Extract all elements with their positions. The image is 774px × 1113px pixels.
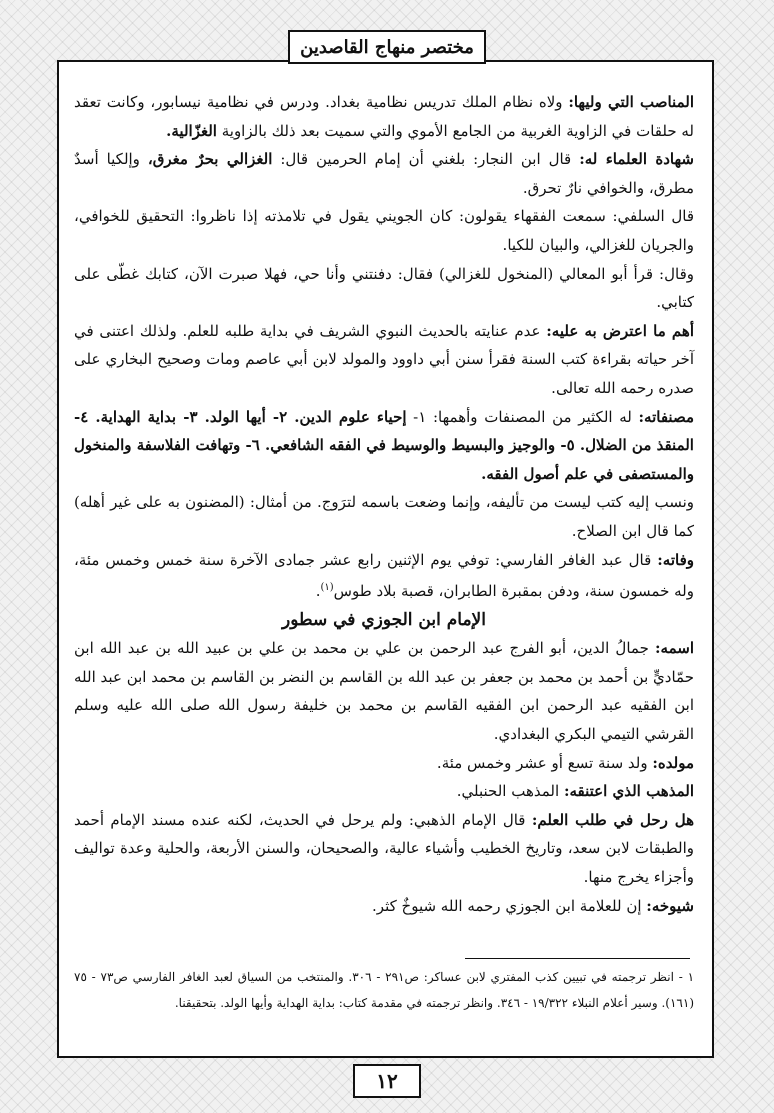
page-number: ١٢ — [376, 1069, 398, 1093]
label-works: مصنفاته: — [638, 407, 694, 426]
label-travel: هل رحل في طلب العلم: — [531, 810, 694, 829]
label-madhhab: المذهب الذي اعتنقه: — [563, 782, 694, 801]
book-title: مختصر منهاج القاصدين — [300, 36, 474, 58]
paragraph-positions: المناصب التي وليها: ولاه نظام الملك تدريس نظامية بغداد. ودرس في نظامية نيسابور، وكانت تعقد له حلقات في الزاوية الغربية من الجامع الأموي والتي سميت بعد ذلك بالزاوية الغزّالية. — [74, 93, 694, 140]
paragraph-death: وفاته: قال عبد الغافر الفارسي: توفي يوم الإثنين رابع عشر جمادى الآخرة سنة خمس وخمس مئة، وله خمسون سنة، ودفن بمقبرة الطابران، قصبة بلاد طوس$^{(١)}$. — [74, 550, 694, 601]
page-body — [74, 88, 694, 920]
footnote-divider — [465, 958, 690, 959]
label-teachers: شيوخه: — [646, 896, 694, 915]
label-testimony: شهادة العلماء له: — [579, 150, 694, 169]
footnote-text: ١ - انظر ترجمته في تبيين كذب المفتري لابن عساكر: ص٢٩١ - ٣٠٦. والمنتخب من السياق لعبد الغافر الفارسي ص٧٣ - ٧٥ (١٦١). وسير أعلام النبلاء ١٩/٣٢٢ - ٣٤٦. وانظر ترجمته في مقدمة كتاب: بداية الهداية وأيها الولد. بتحقيقنا. — [74, 970, 695, 1010]
paragraph-madhhab: المذهب الذي اعتنقه: المذهب الحنبلي. — [456, 782, 694, 801]
paragraph-attributed-works: ونسب إليه كتب ليست من تأليفه، وإنما وضعت باسمه لترَوج. من أمثال: (المضنون به على غير أهله) كما قال ابن الصلاح. — [74, 493, 694, 540]
label-birth: مولده: — [652, 753, 694, 772]
footnote-ref[interactable]: (١) — [320, 582, 334, 594]
paragraph-abu-almaali: وقال: قرأ أبو المعالي (المنخول للغزالي) فقال: دفنتني وأنا حي، فهلا صبرت الآن، كتابك غطّى على كتابي. — [74, 264, 694, 312]
paragraph-birth: مولده: ولد سنة تسع أو عشر وخمس مئة. — [436, 753, 694, 772]
section-title: الإمام ابن الجوزي في سطور — [282, 609, 486, 630]
paragraph-works: مصنفاته: له الكثير من المصنفات وأهمها: ١- إحياء علوم الدين. ٢- أيها الولد. ٣- بداية الهداية. ٤- المنقذ من الضلال. ٥- والوجيز والبسيط والوسيط في الفقه الشافعي. ٦- وتهافت الفلاسفة والمنخول والمستصفى في علم أصول الفقه. — [74, 407, 694, 483]
paragraph-testimony: شهادة العلماء له: قال ابن النجار: بلغني أن إمام الحرمين قال: الغزالي بحرٌ مغرق، وإلكيا أسدٌ مطرق، والخوافي نارٌ تحرق. — [74, 150, 694, 197]
label-name: اسمه: — [655, 639, 694, 658]
footnote — [74, 964, 694, 1016]
label-positions: المناصب التي وليها: — [568, 93, 694, 111]
paragraph-name: اسمه: جمالُ الدين، أبو الفرج عبد الرحمن بن علي بن محمد بن علي بن عبيد الله بن عبد الله ابن حمّاديٍّ بن أحمد بن محمد بن جعفر بن عبد الله بن القاسم بن النضر بن القاسم بن محمد ابن عبد الله ابن الفقيه عبد الرحمن ابن الفقيه القاسم بن محمد بن خليفة رسول الله صلى الله عليه وسلم القرشي التيمي البكري البغدادي. — [74, 639, 694, 744]
paragraph-criticism: أهم ما اعترض به عليه: عدم عنايته بالحديث النبوي الشريف في بداية طلبه للعلم. ولذلك اعتنى في آخر حياته بقراءة كتب السنة فقرأ سنن أبي داوود والمولد لابن أبي عاصم ومات وصحيح البخاري على صدره رحمه الله تعالى. — [74, 321, 694, 397]
paragraph-travel: هل رحل في طلب العلم: قال الإمام الذهبي: ولم يرحل في الحديث، لكنه عنده مسند الإمام أحمد والطبقات لابن سعد، وتاريخ الخطيب وأشياء عالية، والصحيحان، والسنن الأربعة، والحلية وعدة تواليف وأجزاء يخرج منها. — [74, 810, 694, 887]
paragraph-silafi: قال السلفي: سمعت الفقهاء يقولون: كان الجويني يقول في تلامذته إذا ناظروا: التحقيق للخوافي، والجريان للغزالي، والبيان للكيا. — [74, 207, 694, 254]
page-number-box — [353, 1064, 421, 1098]
running-header — [288, 30, 486, 64]
paragraph-teachers: شيوخه: إن للعلامة ابن الجوزي رحمه الله شيوخٌ كثر. — [372, 896, 694, 915]
label-death: وفاته: — [657, 550, 694, 569]
label-criticism: أهم ما اعترض به عليه: — [546, 321, 694, 340]
